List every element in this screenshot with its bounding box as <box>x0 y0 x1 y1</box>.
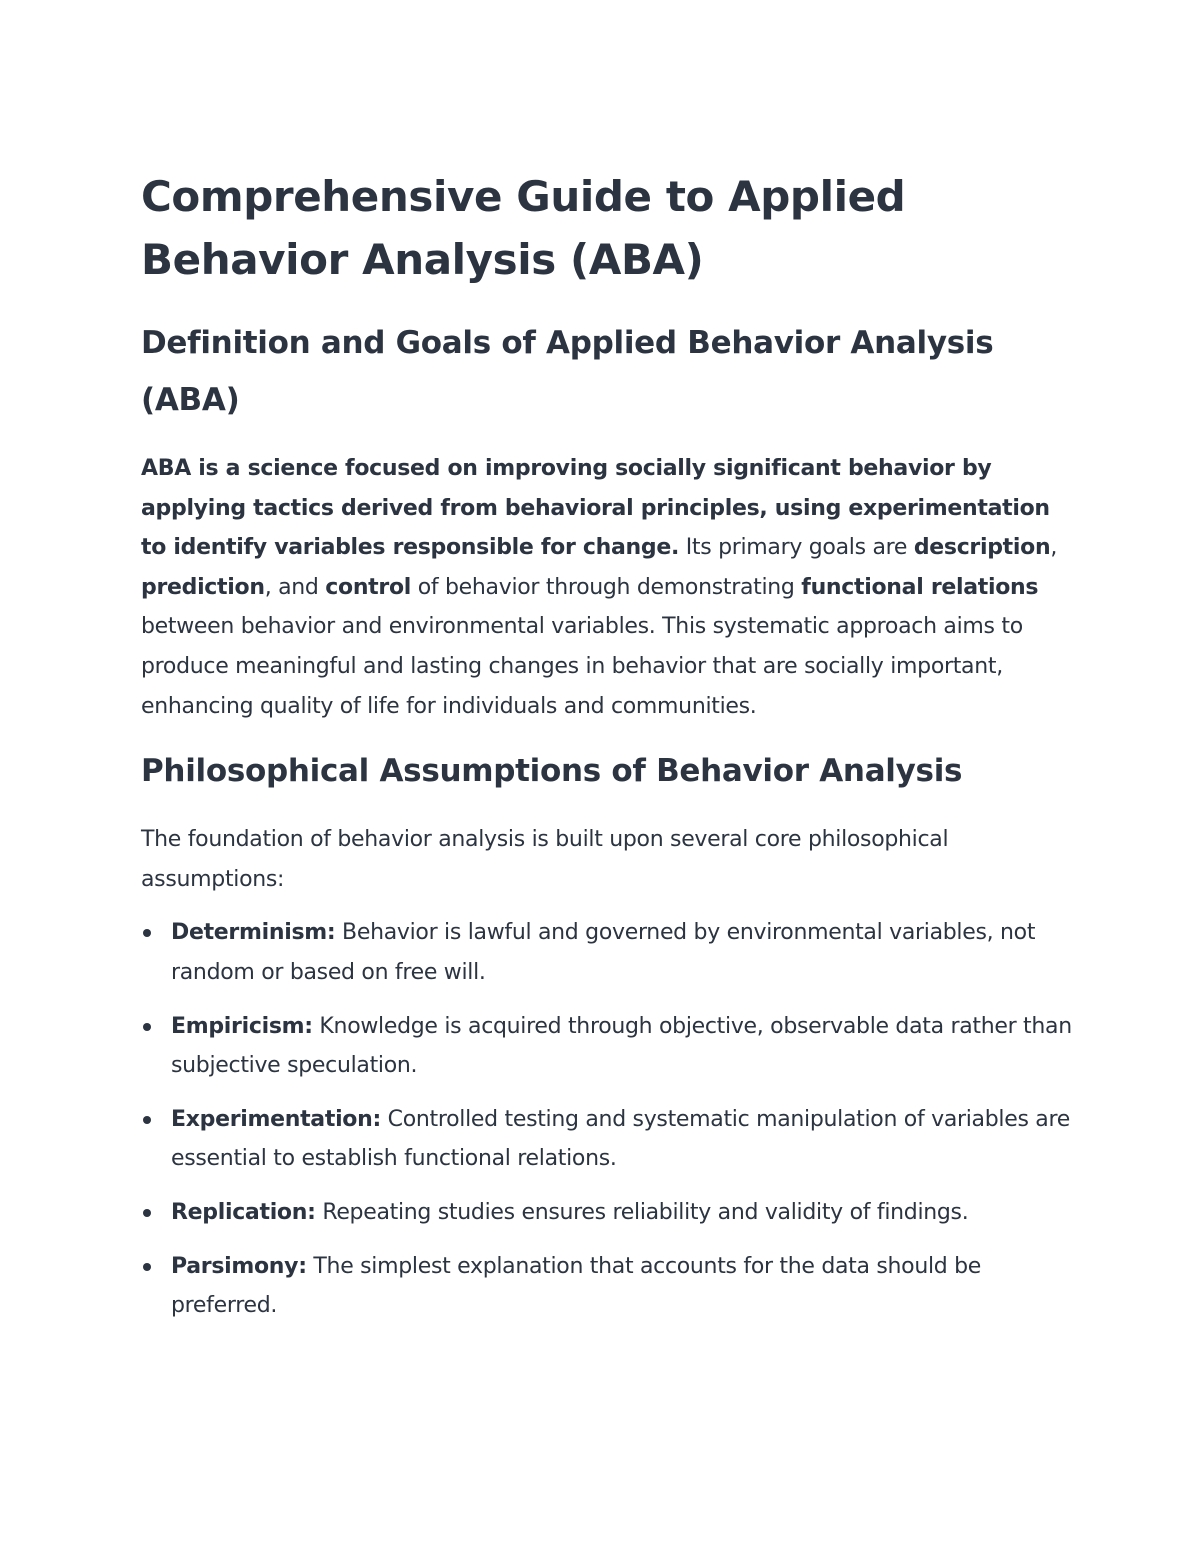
page-title: Comprehensive Guide to Applied Behavior Analysis (ABA) <box>141 172 906 284</box>
definition-term-prediction: prediction <box>141 574 265 600</box>
list-item-text: Controlled testing and systematic manipulation of variables are essential to establish functional relations. <box>171 1106 1070 1172</box>
bullet-icon <box>143 929 151 937</box>
list-item-term: Replication: <box>171 1199 316 1225</box>
definition-text-3: , and <box>264 574 326 600</box>
definition-text-5: between behavior and environmental variables. This systematic approach aims to produce meaningful and lasting changes in behavior that are socially important, enhancing quality of life for individuals and communities. <box>141 614 1023 719</box>
section-heading-definition: Definition and Goals of Applied Behavior Analysis (ABA) <box>141 325 994 418</box>
list-item-empiricism <box>141 1007 1076 1086</box>
philosophy-intro: The foundation of behavior analysis is built upon several core philosophical assumptions: <box>141 827 949 892</box>
definition-bold-intro: ABA is a science focused on improving socially significant behavior by applying tactics derived from behavioral principles, using experimentation to identify variables responsible for change. <box>141 456 1050 561</box>
list-item-replication <box>141 1193 1076 1233</box>
definition-text-4: of behavior through demonstrating <box>411 574 802 600</box>
definition-text-2: , <box>1050 535 1058 561</box>
list-item-term: Determinism: <box>171 920 336 946</box>
section-heading-philosophy: Philosophical Assumptions of Behavior Analysis <box>141 753 963 790</box>
bullet-icon <box>143 1209 151 1217</box>
document-page <box>141 165 1076 1340</box>
list-item-text: Behavior is lawful and governed by environmental variables, not random or based on free will. <box>171 920 1036 985</box>
bullet-icon <box>143 1263 151 1271</box>
bullet-icon <box>143 1116 151 1124</box>
definition-paragraph <box>141 449 1076 726</box>
definition-text-1: Its primary goals are <box>679 535 914 561</box>
list-item-experimentation <box>141 1100 1076 1179</box>
list-item-text: Repeating studies ensures reliability and validity of findings. <box>315 1199 969 1225</box>
bullet-icon <box>143 1023 151 1031</box>
list-item-term: Parsimony: <box>171 1253 307 1279</box>
definition-term-functional-relations: functional relations <box>801 574 1039 600</box>
list-item-text: Knowledge is acquired through objective, observable data rather than subjective speculation. <box>171 1013 1072 1079</box>
list-item-determinism <box>141 913 1076 992</box>
list-item-term: Empiricism: <box>171 1013 313 1039</box>
definition-term-control: control <box>325 574 412 600</box>
list-item-text: The simplest explanation that accounts for the data should be preferred. <box>171 1253 982 1319</box>
assumptions-list <box>141 913 1076 1325</box>
list-item-term: Experimentation: <box>171 1106 381 1132</box>
definition-term-description: description <box>913 535 1051 561</box>
list-item-parsimony <box>141 1247 1076 1326</box>
